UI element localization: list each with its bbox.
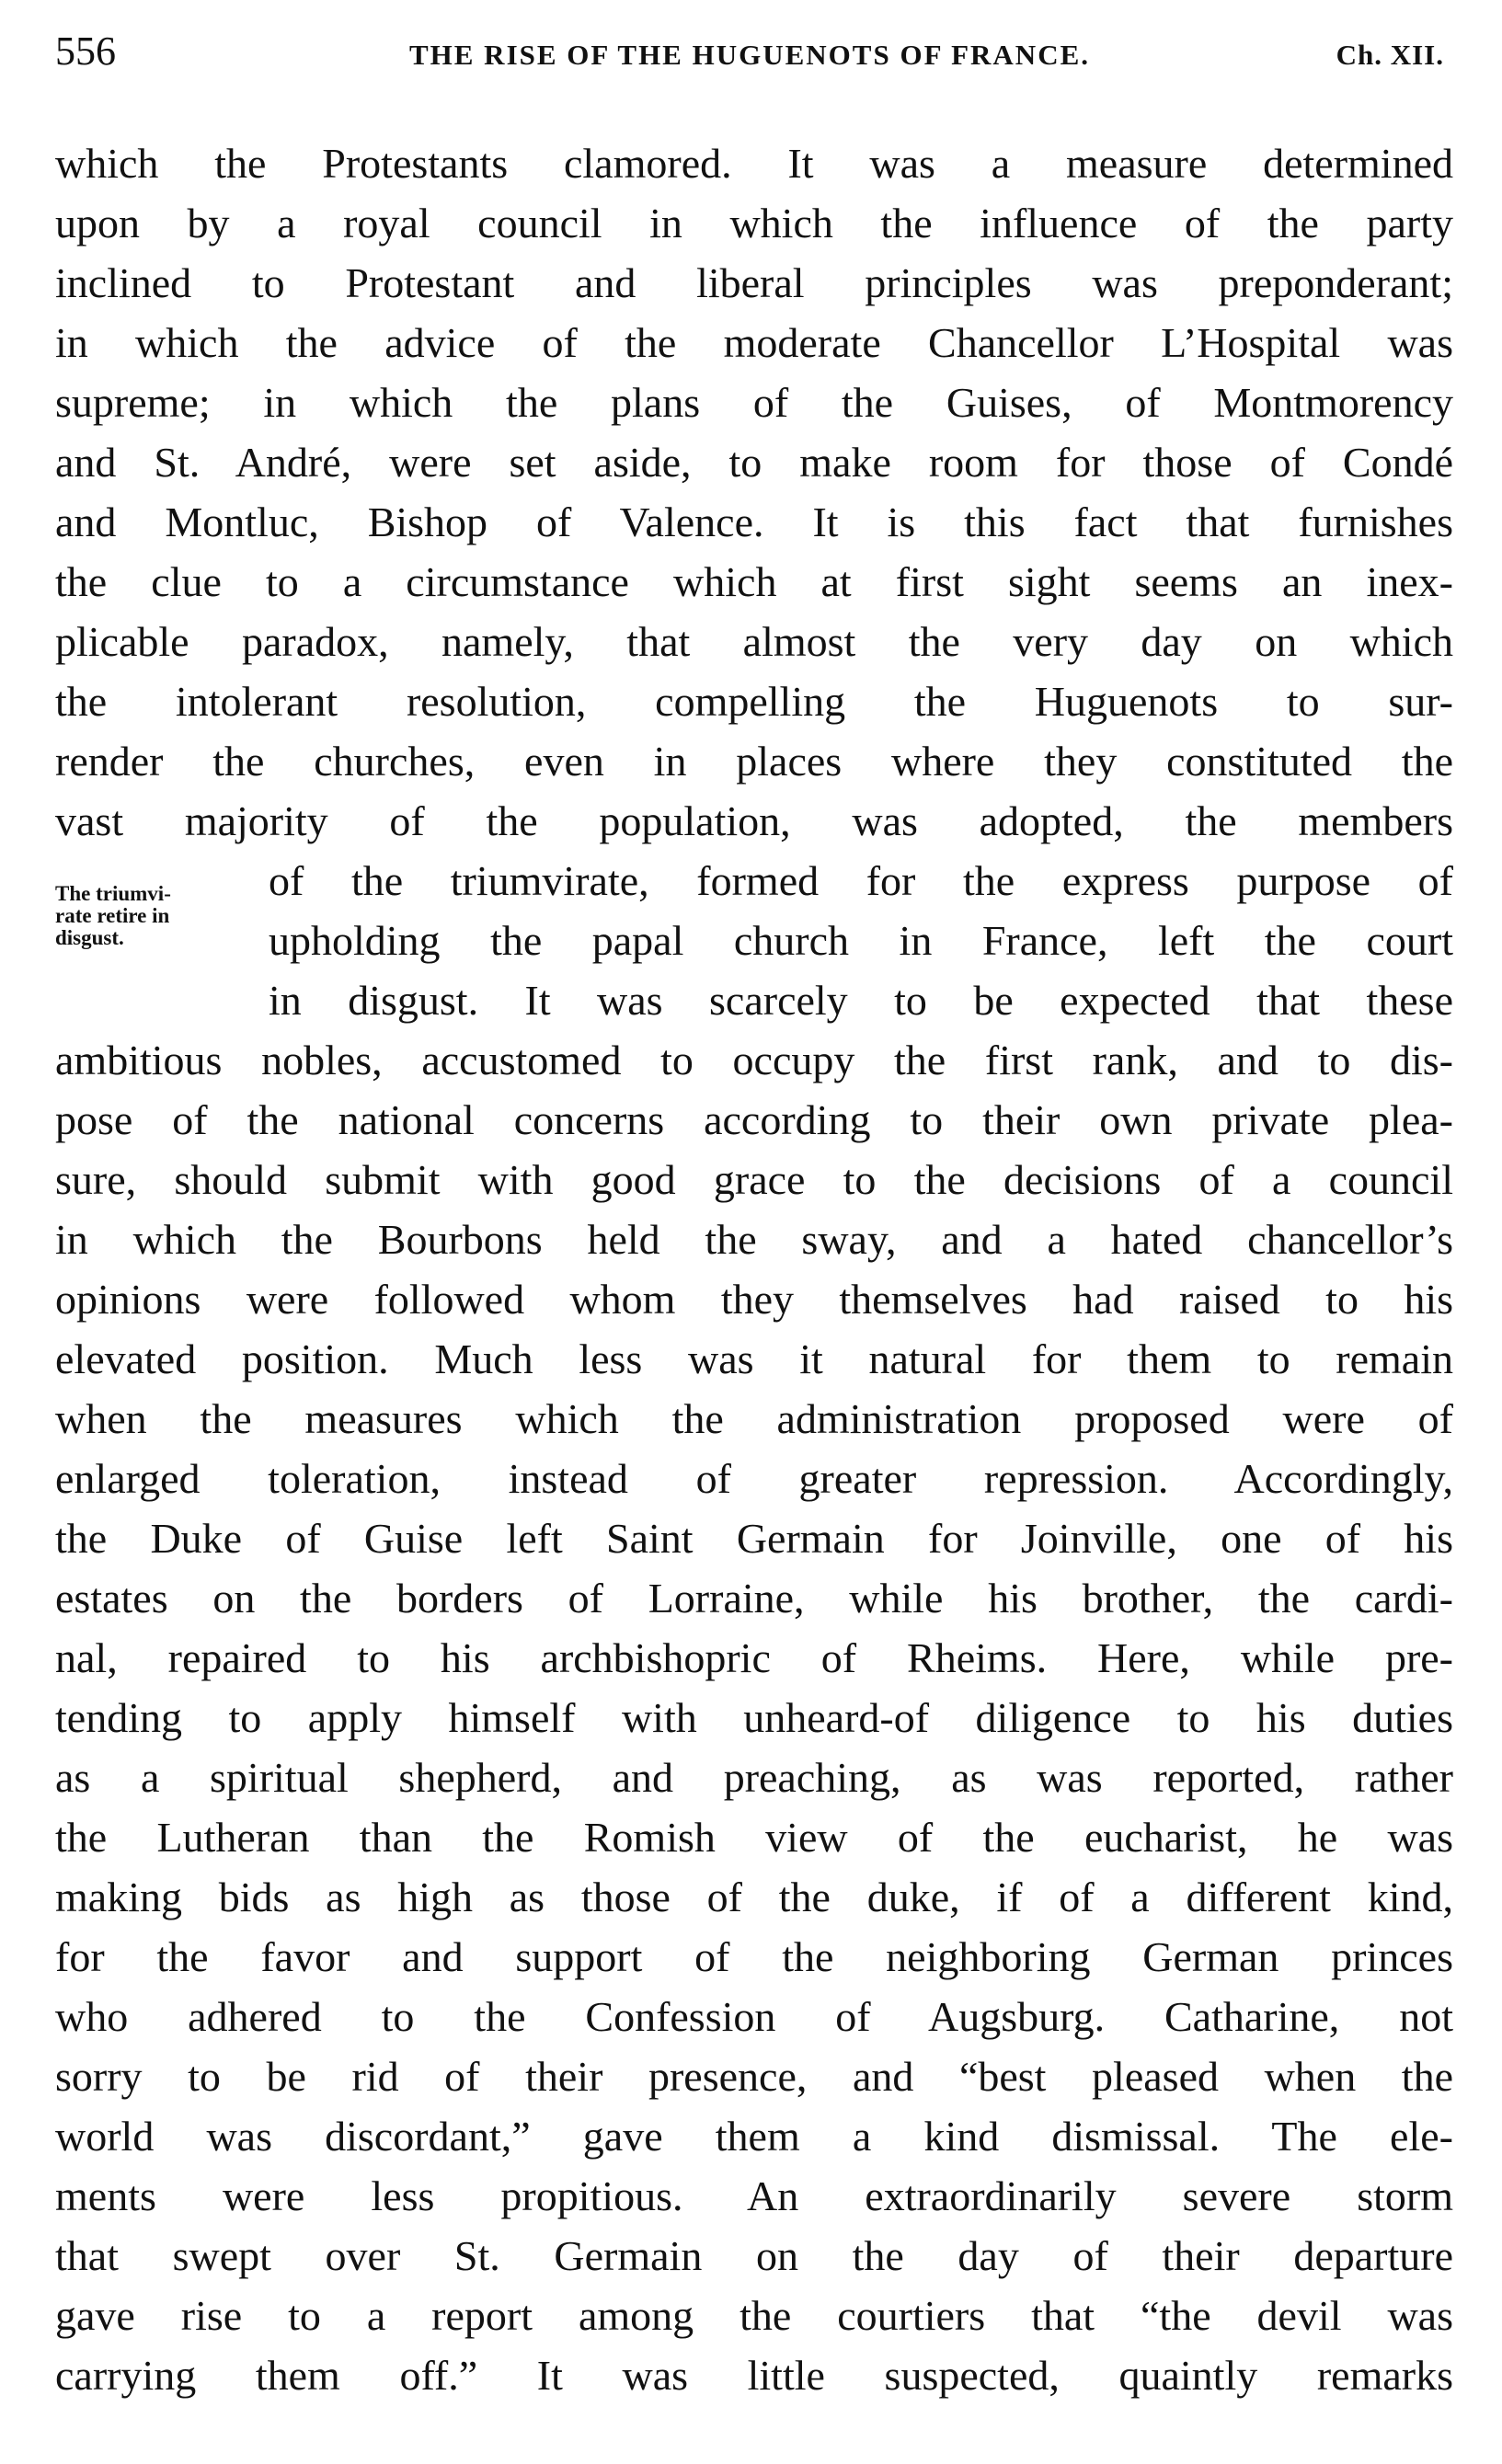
text-line: supreme; in which the plans of the Guises, of Montmorency: [55, 379, 1453, 426]
text-line: world was discordant,” gave them a kind dismissal. The ele-: [55, 2113, 1453, 2160]
text-line: the clue to a circumstance which at first sight seems an inex-: [55, 558, 1453, 605]
text-line: ments were less propitious. An extraordinarily severe storm: [55, 2172, 1453, 2219]
text-line: sorry to be rid of their presence, and “best pleased when the: [55, 2053, 1453, 2100]
page-number: 556: [55, 29, 116, 74]
page-header: [55, 28, 1444, 83]
text-line: ambitious nobles, accustomed to occupy the first rank, and to dis-: [55, 1037, 1453, 1083]
text-line: that swept over St. Germain on the day of their departure: [55, 2232, 1453, 2279]
text-line: for the favor and support of the neighboring German princes: [55, 1933, 1453, 1980]
text-line: elevated position. Much less was it natural for them to remain: [55, 1335, 1453, 1382]
text-line: gave rise to a report among the courtiers that “the devil was: [55, 2292, 1453, 2339]
text-line: opinions were followed whom they themselves had raised to his: [55, 1276, 1453, 1323]
text-line: in which the advice of the moderate Chancellor L’Hospital was: [55, 319, 1453, 366]
body-text: [55, 133, 1453, 2405]
text-line: carrying them off.” It was little suspected, quaintly remarks: [55, 2352, 1453, 2399]
margin-note-line: rate retire in: [55, 904, 170, 927]
text-line: and St. André, were set aside, to make room for those of Condé: [55, 439, 1453, 486]
text-line: in which the Bourbons held the sway, and a hated chancellor’s: [55, 1216, 1453, 1263]
text-line: of the triumvirate, formed for the express purpose of: [269, 857, 1453, 904]
text-line: pose of the national concerns according to their own private plea-: [55, 1096, 1453, 1143]
text-line: who adhered to the Confession of Augsburg. Catharine, not: [55, 1993, 1453, 2040]
text-line: enlarged toleration, instead of greater repression. Accordingly,: [55, 1455, 1453, 1502]
text-line: which the Protestants clamored. It was a measure determined: [55, 140, 1453, 187]
text-line: making bids as high as those of the duke, if of a different kind,: [55, 1874, 1453, 1920]
text-line: when the measures which the administration proposed were of: [55, 1395, 1453, 1442]
chapter-reference: Ch. XII.: [1336, 39, 1444, 71]
text-line: sure, should submit with good grace to the decisions of a council: [55, 1156, 1453, 1203]
text-line: vast majority of the population, was adopted, the members: [55, 797, 1453, 844]
text-line: upon by a royal council in which the influence of the party: [55, 200, 1453, 246]
text-line: the Duke of Guise left Saint Germain for Joinville, one of his: [55, 1515, 1453, 1562]
text-line: nal, repaired to his archbishopric of Rheims. Here, while pre-: [55, 1634, 1453, 1681]
text-line: render the churches, even in places where they constituted the: [55, 738, 1453, 785]
text-line: plicable paradox, namely, that almost the very day on which: [55, 618, 1453, 665]
text-line: and Montluc, Bishop of Valence. It is this fact that furnishes: [55, 499, 1453, 545]
running-head: THE RISE OF THE HUGUENOTS OF FRANCE.: [408, 39, 1091, 71]
text-line: as a spiritual shepherd, and preaching, as was reported, rather: [55, 1754, 1453, 1801]
text-line: in disgust. It was scarcely to be expected that these: [269, 977, 1453, 1024]
text-line: the intolerant resolution, compelling the Huguenots to sur-: [55, 678, 1453, 725]
text-line: tending to apply himself with unheard-of diligence to his duties: [55, 1694, 1453, 1741]
text-line: inclined to Protestant and liberal principles was preponderant;: [55, 259, 1453, 306]
margin-note-line: disgust.: [55, 926, 124, 949]
text-line: estates on the borders of Lorraine, while his brother, the cardi-: [55, 1575, 1453, 1622]
margin-note-line: The triumvi-: [55, 882, 171, 905]
text-line: the Lutheran than the Romish view of the eucharist, he was: [55, 1814, 1453, 1861]
text-line: upholding the papal church in France, left the court: [269, 917, 1453, 964]
